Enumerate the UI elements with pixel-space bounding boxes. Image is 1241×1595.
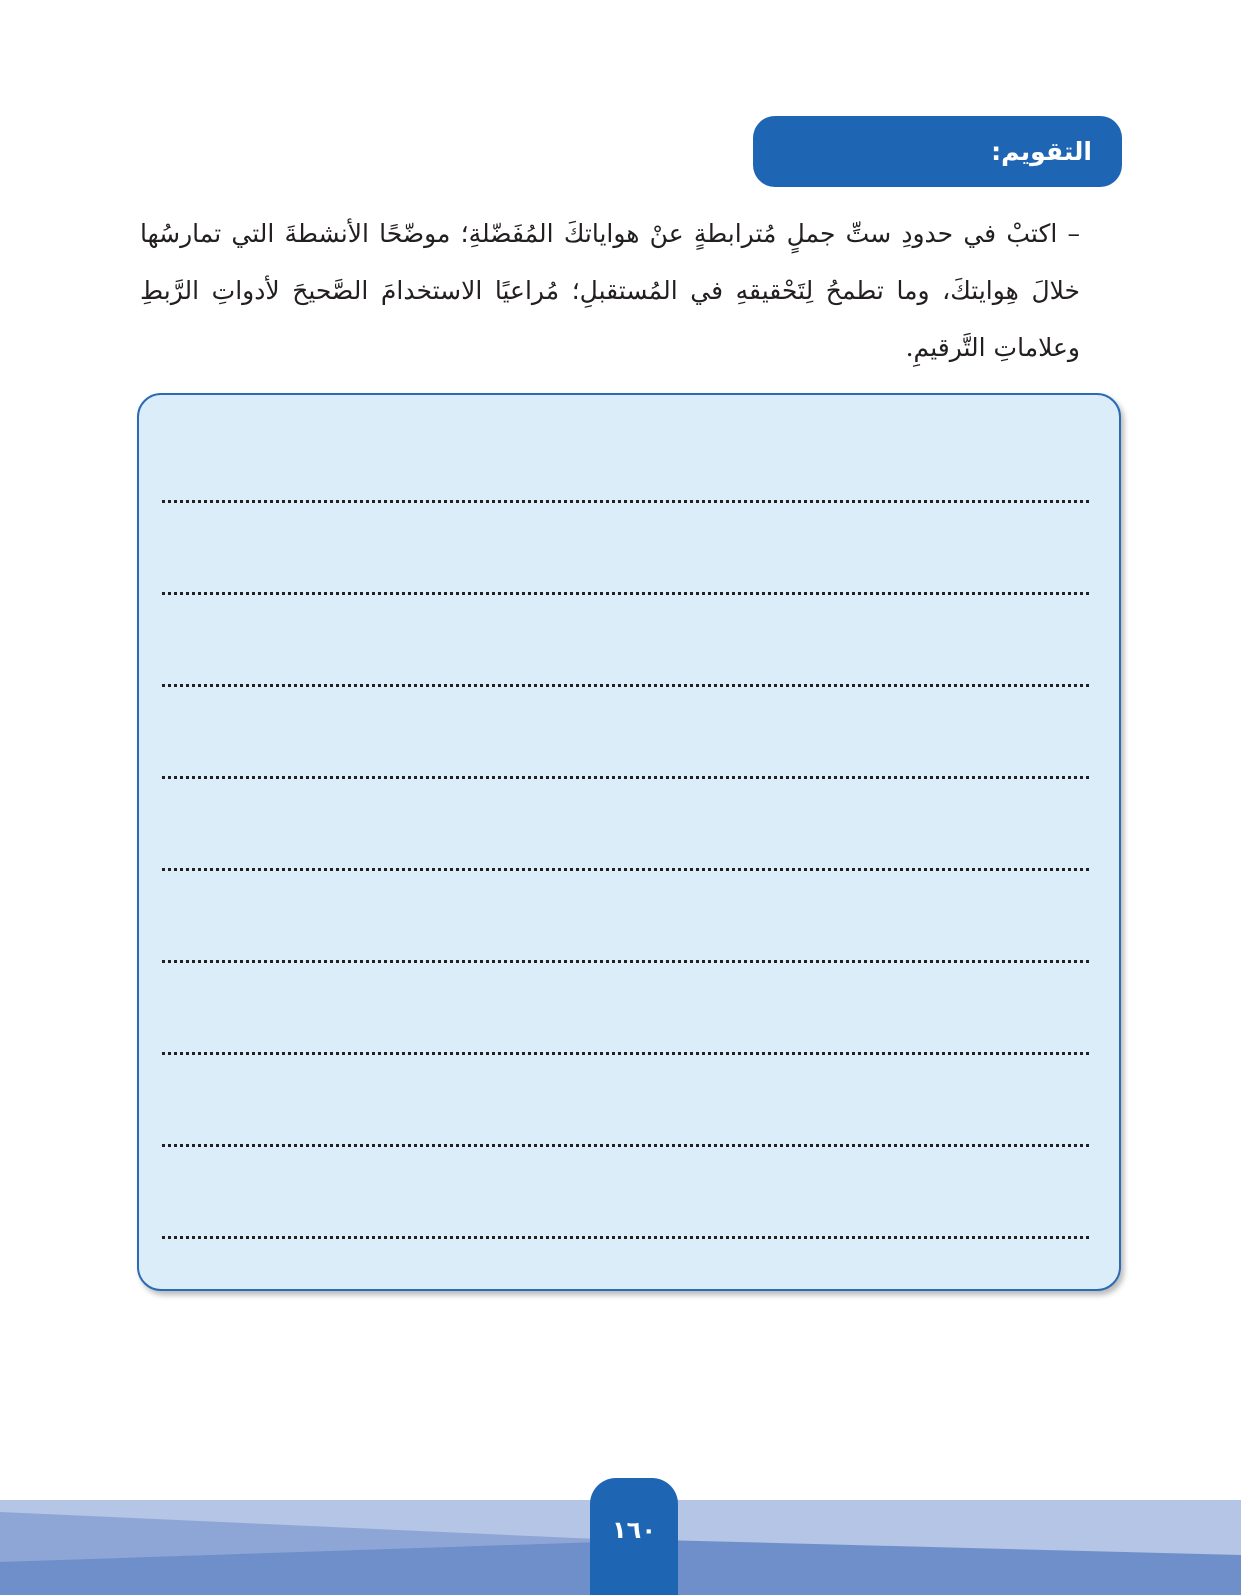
answer-line[interactable]: [162, 1052, 1089, 1055]
answer-box[interactable]: [137, 393, 1121, 1291]
answer-line[interactable]: [162, 776, 1089, 779]
section-banner: [753, 116, 1122, 187]
answer-line[interactable]: [162, 1236, 1089, 1239]
answer-line[interactable]: [162, 592, 1089, 595]
answer-line[interactable]: [162, 684, 1089, 687]
page-number: ١٦٠: [612, 1516, 656, 1544]
instructions-text: – اكتبْ في حدودِ ستِّ جملٍ مُترابطةٍ عنْ هواياتكَ المُفَضّلةِ؛ موضّحًا الأنشطةَ التي تمارسُها خلالَ هِوايتكَ، وما تطمحُ لِتَحْقيقهِ في المُستقبلِ؛ مُراعيًا الاستخدامَ الصَّحيحَ لأدواتِ الرَّبطِ وعلاماتِ التَّرقيمِ.: [140, 219, 1081, 362]
answer-line[interactable]: [162, 1144, 1089, 1147]
answer-line[interactable]: [162, 500, 1089, 503]
page-number-tab: [590, 1478, 678, 1595]
section-title: التقويم:: [991, 137, 1092, 166]
answer-line[interactable]: [162, 868, 1089, 871]
answer-line[interactable]: [162, 960, 1089, 963]
